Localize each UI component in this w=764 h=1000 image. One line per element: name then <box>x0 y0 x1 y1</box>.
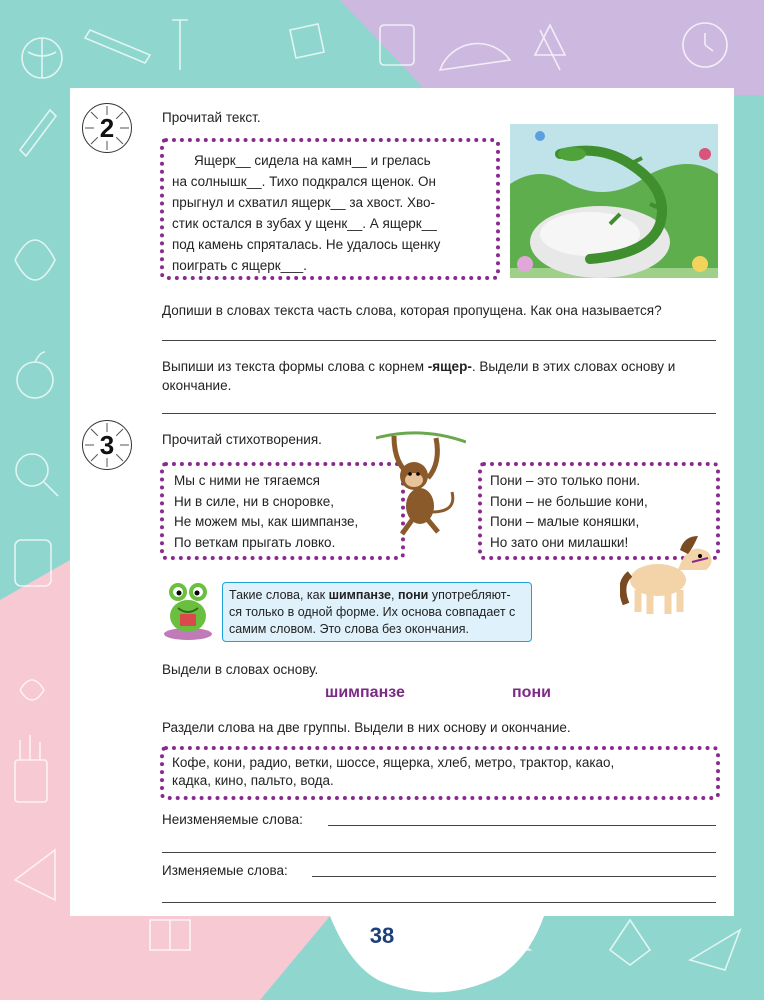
answer-line-changeable-2[interactable] <box>162 902 716 903</box>
frog-illustration <box>160 578 216 642</box>
word-pony[interactable]: пони <box>512 684 551 701</box>
task2-question-1: Допиши в словах текста часть слова, которая пропущена. Как она называется? <box>162 303 662 318</box>
poem2-line-2: Пони – не большие кони, <box>490 493 648 509</box>
tip-word-chimp: шимпанзе <box>328 588 391 602</box>
monkey-illustration <box>376 428 466 538</box>
task2-text-box <box>160 138 500 280</box>
poem1-line-2: Ни в силе, ни в сноровке, <box>174 493 335 509</box>
task2-text-line-3: прыгнул и схватил ящерк__ за хвост. Хво- <box>172 195 436 210</box>
task2-text-line-4: стик остался в зубах у щенк__. А ящерк__ <box>172 216 437 231</box>
word-list-line-2: кадка, кино, пальто, вода. <box>172 773 334 788</box>
answer-line-changeable-1[interactable] <box>312 876 716 877</box>
answer-line-unchangeable-1[interactable] <box>328 825 716 826</box>
task3-question-base: Выдели в словах основу. <box>162 662 319 677</box>
label-changeable-words: Изменяемые слова: <box>162 863 288 878</box>
task2-text-line-5: под камень спряталась. Не удалось щенку <box>172 237 441 252</box>
word-list-box <box>160 746 720 800</box>
task2-q2-root: -ящер- <box>427 359 472 374</box>
page-number: 38 <box>369 923 395 948</box>
poem1-line-1: Мы с ними не тягаемся <box>174 473 320 488</box>
task3-intro: Прочитай стихотворения. <box>162 432 322 447</box>
task-number-badge-2 <box>82 103 132 153</box>
tip-word-pony: пони <box>397 588 429 602</box>
poem2-line-1: Пони – это только пони. <box>490 473 641 488</box>
answer-line-unchangeable-2[interactable] <box>162 852 716 853</box>
answer-line-1[interactable] <box>162 340 716 341</box>
task2-text-line-6: поиграть с ящерк___. <box>172 258 307 273</box>
pony-illustration <box>620 530 720 616</box>
tip-text-pre: Такие слова, как <box>229 588 329 602</box>
task2-q2-line2: окончание. <box>162 378 232 393</box>
poem1-line-3: Не можем мы, как шимпанзе, <box>174 514 359 529</box>
task3-question-groups: Раздели слова на две группы. Выдели в них основу и окончание. <box>162 720 571 735</box>
word-chimpanzee[interactable]: шимпанзе <box>325 684 405 701</box>
tip-text-post: употребляют- <box>428 588 511 602</box>
task-number-badge-3 <box>82 420 132 470</box>
poem-box-chimp <box>160 462 405 560</box>
task2-text-line-2: на солнышк__. Тихо подкрался щенок. Он <box>172 174 436 189</box>
task2-q2-pre: Выпиши из текста формы слова с корнем <box>162 359 428 374</box>
lizard-illustration <box>510 124 718 278</box>
tip-text-sep: , <box>390 588 398 602</box>
tip-box <box>222 582 532 642</box>
task-number-3: 3 <box>99 430 115 460</box>
task2-text-line-1: Ящерк__ сидела на камн__ и грелась <box>194 153 431 168</box>
label-unchangeable-words: Неизменяемые слова: <box>162 812 303 827</box>
poem2-line-3: Пони – малые коняшки, <box>490 514 640 529</box>
task2-question-2 <box>162 357 718 395</box>
answer-line-2[interactable] <box>162 413 716 414</box>
task-number-2: 2 <box>99 113 115 143</box>
poem2-line-4: Но зато они милашки! <box>490 534 629 550</box>
task2-intro: Прочитай текст. <box>162 110 261 125</box>
tip-text-line-2: ся только в одной форме. Их основа совпадает с <box>229 605 516 619</box>
tip-text-line-3: самим словом. Это слова без окончания. <box>229 622 469 636</box>
poem1-line-4: По веткам прыгать ловко. <box>174 534 336 550</box>
task2-q2-post: . Выдели в этих словах основу и <box>471 359 676 374</box>
word-list-line-1: Кофе, кони, радио, ветки, шоссе, ящерка, хлеб, метро, трактор, какао, <box>172 755 615 770</box>
